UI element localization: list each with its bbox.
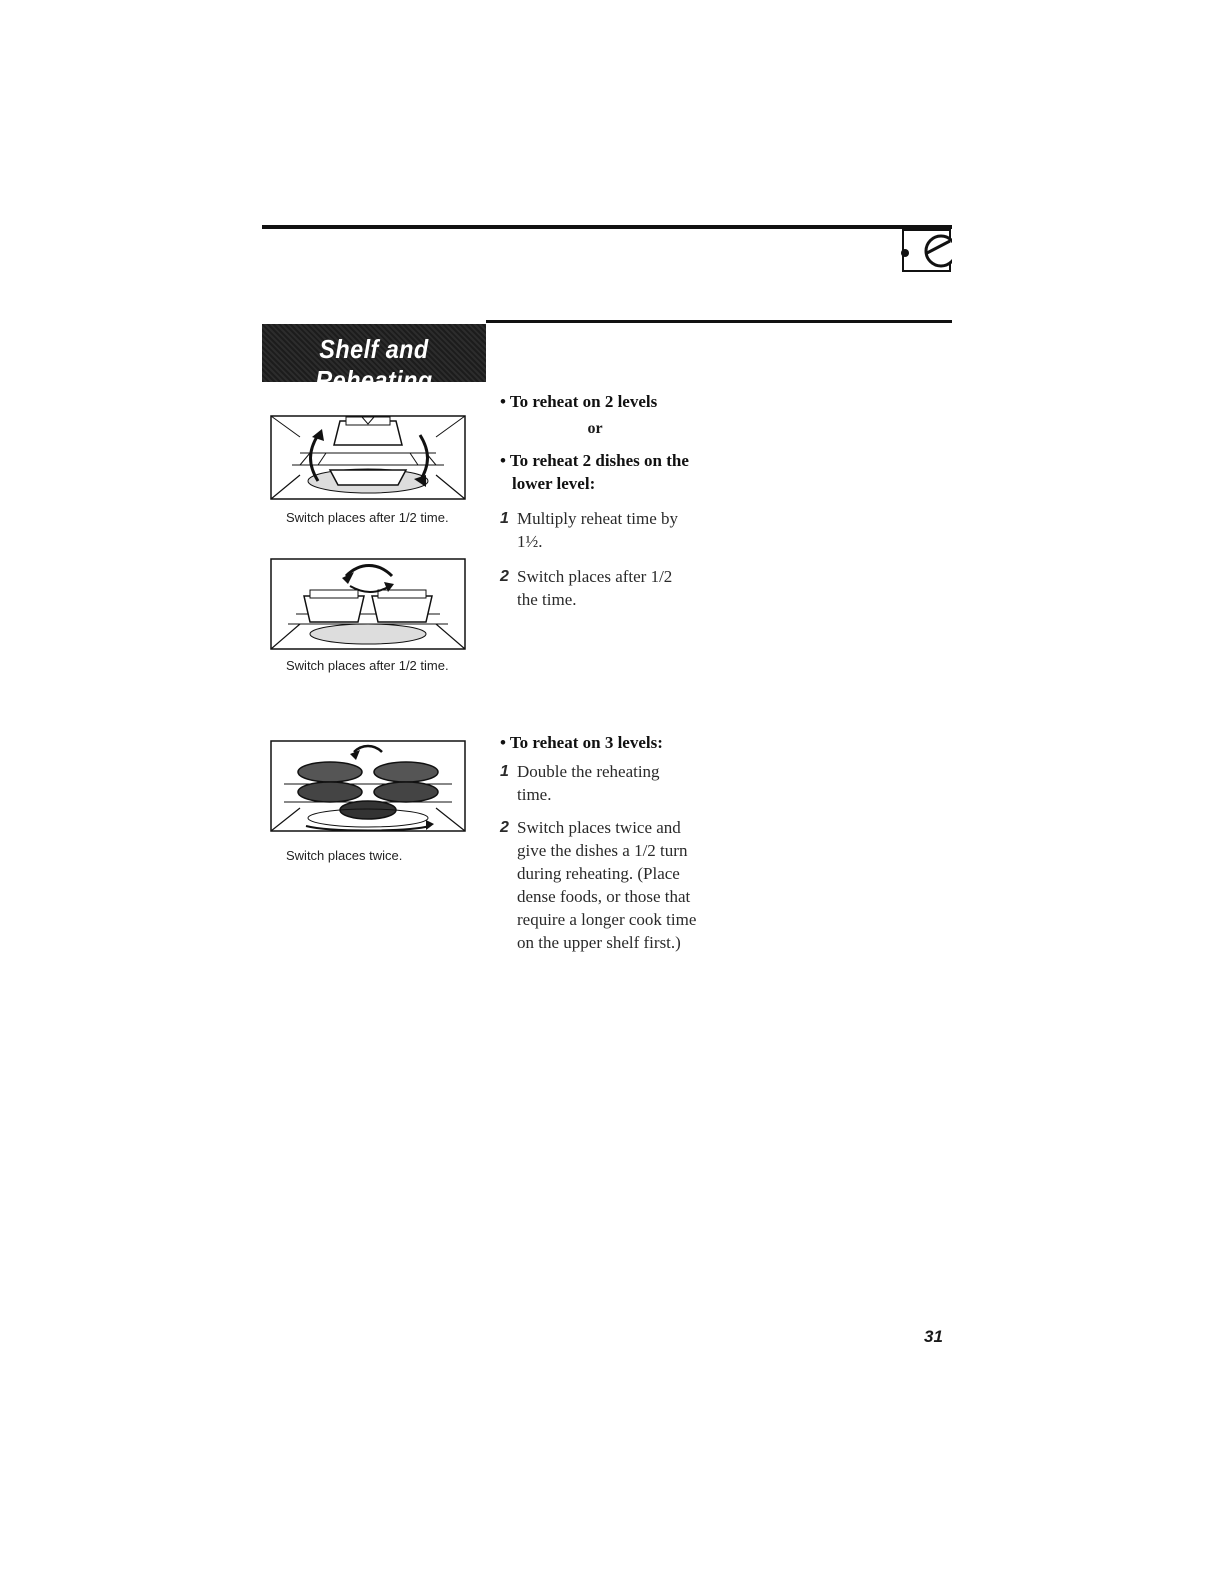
illustration-caption: Switch places after 1/2 time. — [286, 658, 449, 673]
step-number: 1 — [500, 510, 509, 527]
step-item — [500, 507, 692, 553]
step-text: Switch places twice and give the dishes a 1/2 turn during reheating. (Place dense foods, or those that require a longer cook time on the upper shelf first.) — [517, 818, 697, 952]
illustration-caption: Switch places twice. — [286, 848, 403, 863]
step-text: Multiply reheat time by 1½. — [517, 509, 678, 551]
illustration-caption: Switch places after 1/2 time. — [286, 510, 449, 525]
step-item — [500, 816, 712, 954]
step-text: Switch places after 1/2 the time. — [517, 567, 673, 609]
three-level-plates-illustration — [270, 740, 466, 832]
side-by-side-dishes-illustration — [270, 558, 466, 650]
section-title: Shelf and Reheating — [315, 334, 433, 395]
step-number: 2 — [500, 568, 509, 585]
or-separator: or — [587, 420, 603, 437]
page-number: 31 — [924, 1327, 943, 1346]
reheat-three-levels-block — [500, 731, 710, 954]
tab-marker-icon — [900, 229, 952, 273]
step-text: Double the reheating time. — [517, 762, 660, 804]
bullet-heading: • To reheat 2 dishes on the lower level: — [500, 449, 720, 495]
section-header — [262, 324, 486, 395]
reheat-two-levels-block — [500, 390, 720, 611]
step-number: 1 — [500, 763, 509, 780]
step-item — [500, 760, 697, 806]
two-level-dishes-illustration — [270, 415, 466, 500]
bullet-heading: • To reheat on 3 levels: — [500, 731, 710, 754]
bullet-heading: • To reheat on 2 levels — [500, 390, 720, 413]
top-rule — [262, 225, 952, 229]
step-item — [500, 565, 697, 611]
step-number: 2 — [500, 819, 509, 836]
section-rule — [486, 320, 952, 323]
